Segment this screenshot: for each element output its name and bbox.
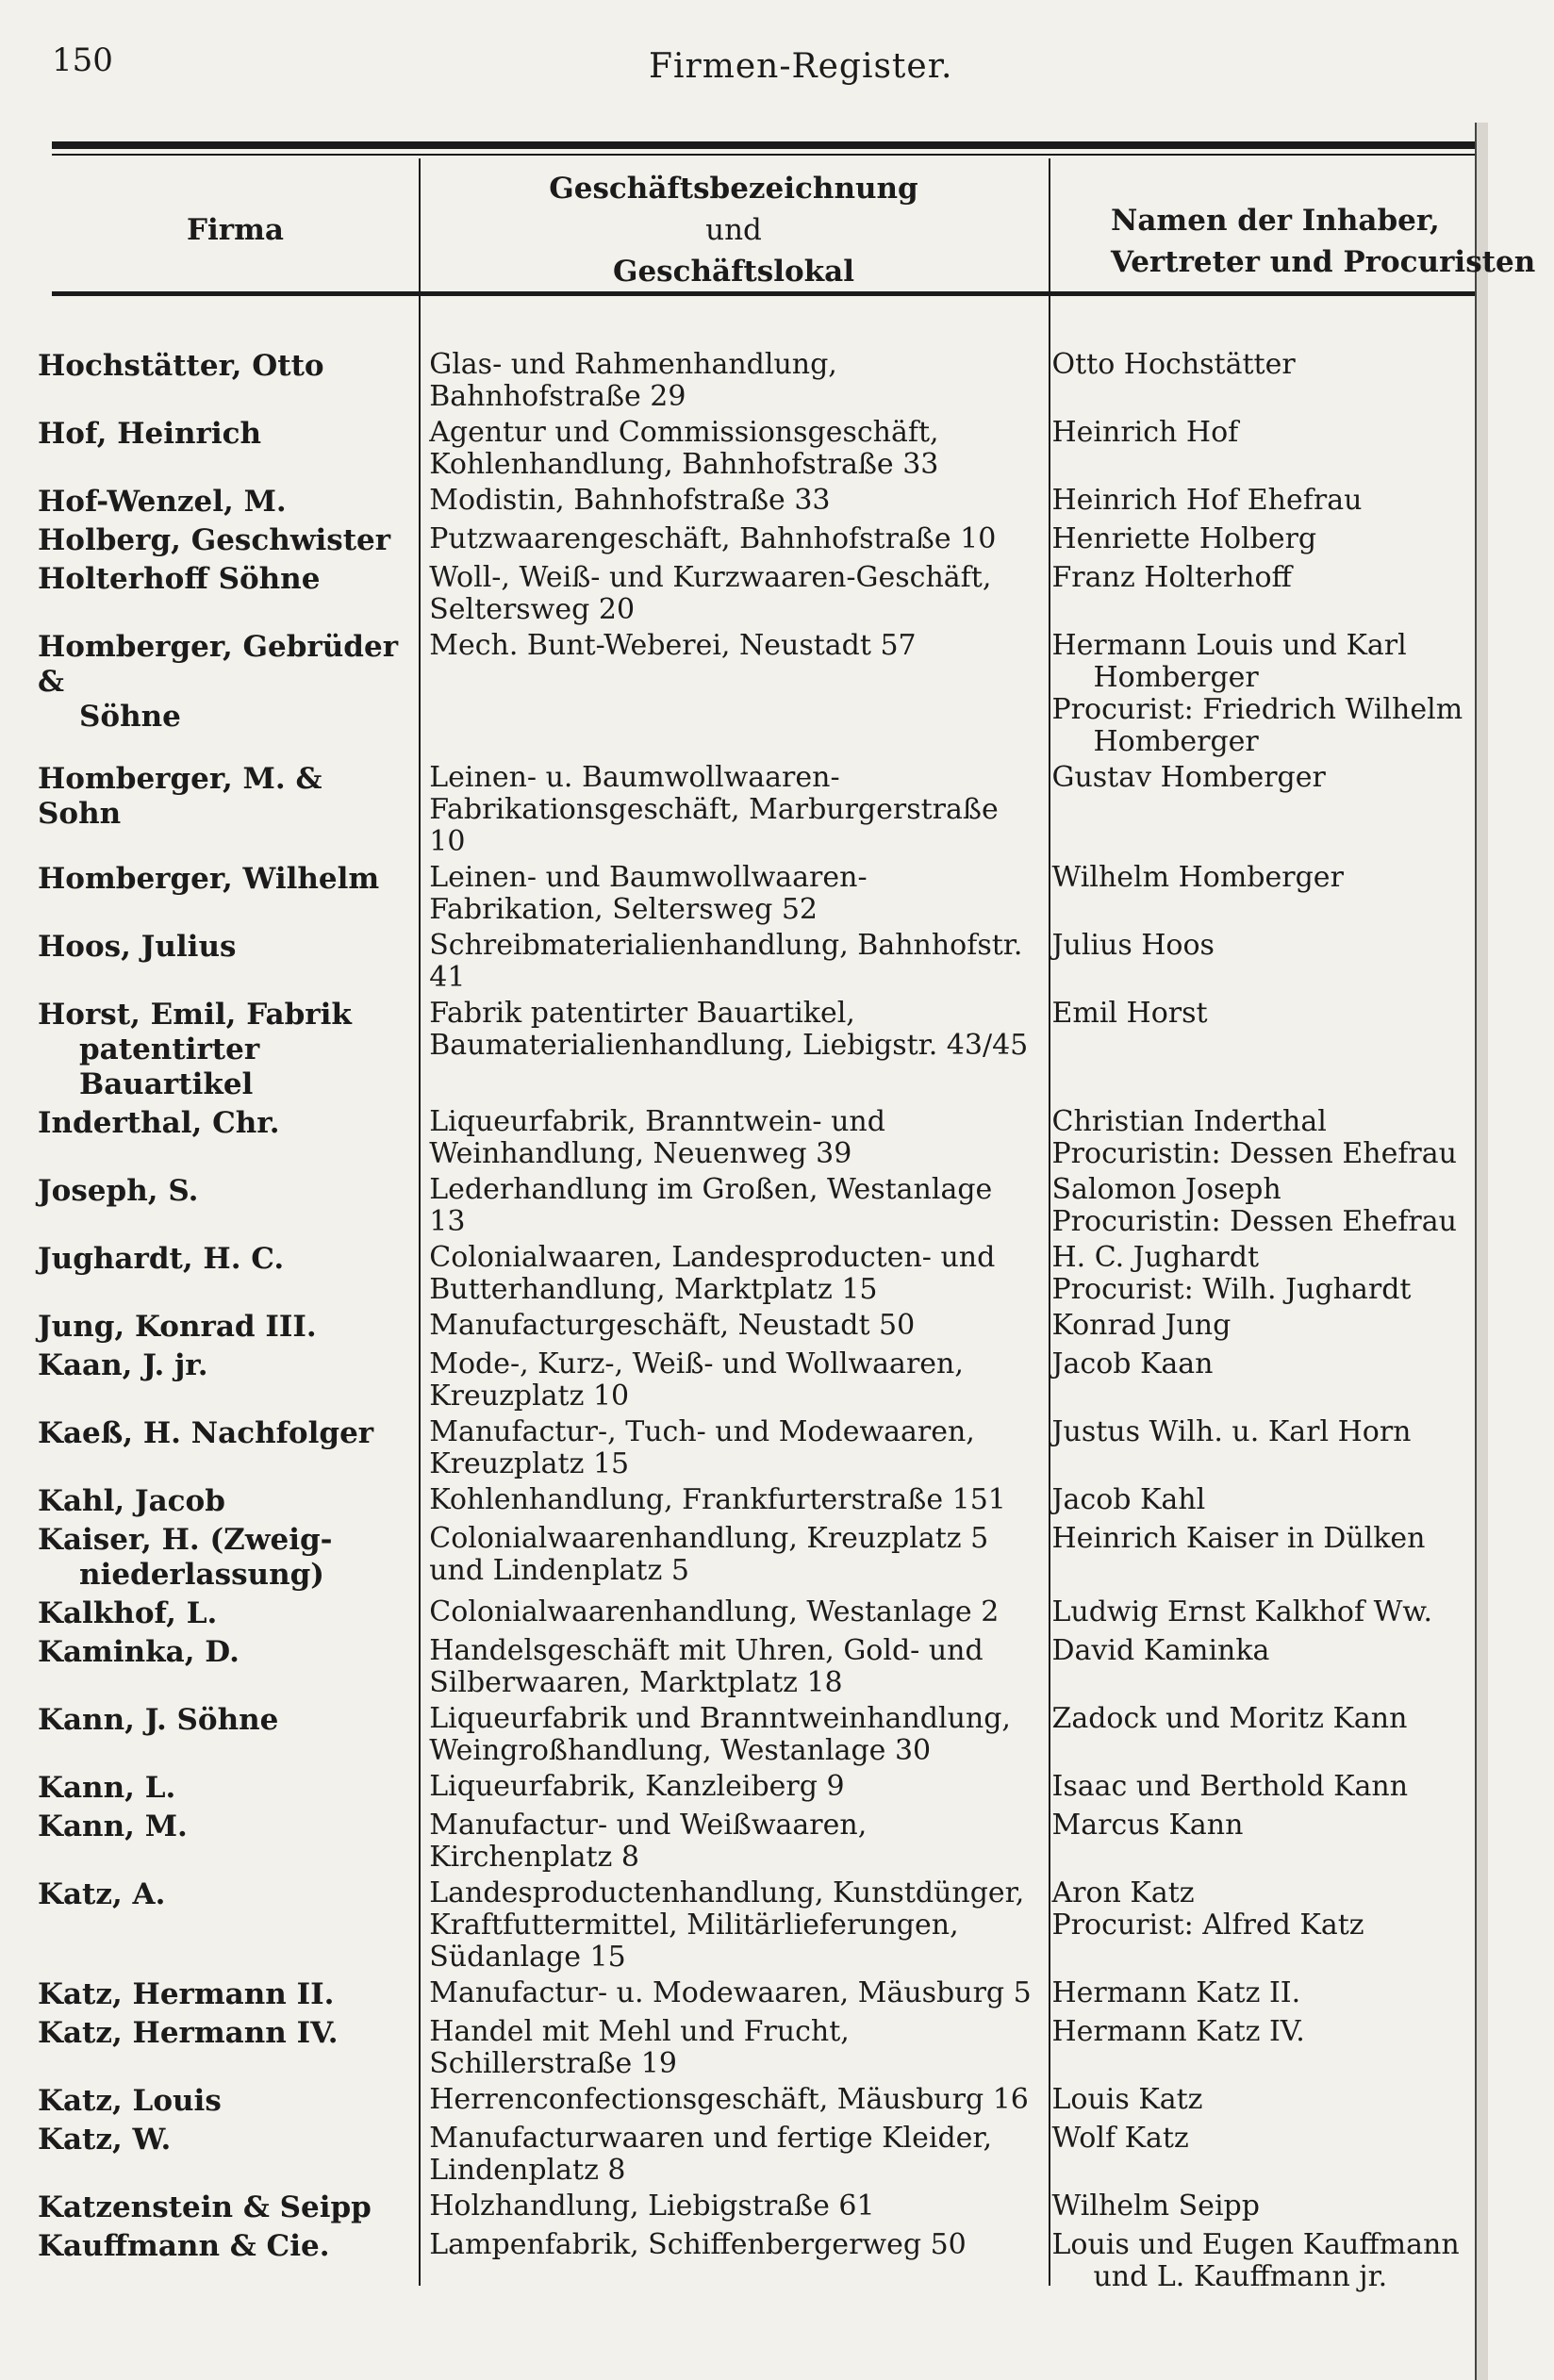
firm-name-line: niederlassung) <box>79 1558 324 1592</box>
owners <box>1048 485 1480 517</box>
page-number: 150 <box>52 41 113 79</box>
owner-line: Konrad Jung <box>1051 1309 1232 1342</box>
owner-line: Wilhelm Homberger <box>1051 861 1344 894</box>
register-entry <box>38 1242 1480 1306</box>
owners <box>1048 562 1480 594</box>
owner-line: und L. Kauffmann jr. <box>1093 2260 1388 2293</box>
owners <box>1048 1242 1480 1306</box>
header-business <box>422 168 1045 292</box>
owner-line: Marcus Kann <box>1051 1809 1244 1842</box>
owners <box>1048 1810 1480 1842</box>
firm-name <box>38 1348 416 1383</box>
business-description: Handelsgeschäft mit Uhren, Gold- und Silberwaaren, Marktplatz 18 <box>429 1634 984 1699</box>
business-description: Colonialwaarenhandlung, Westanlage 2 <box>429 1595 1000 1628</box>
firm-name <box>38 2016 416 2051</box>
firm-name <box>38 1174 416 1209</box>
owner-line: Procuristin: Dessen Ehefrau <box>1051 1205 1457 1238</box>
register-entry <box>38 862 1480 926</box>
firm-name <box>38 1106 416 1141</box>
firm-name <box>38 930 416 965</box>
owner-line: Franz Holterhoff <box>1051 561 1292 594</box>
business-description: Lederhandlung im Großen, Westanlage 13 <box>429 1173 993 1238</box>
register-entry <box>38 1635 1480 1699</box>
business-description: Colonialwaaren, Landesproducten- und Butterhandlung, Marktplatz 15 <box>429 1241 996 1306</box>
firm-name <box>38 1977 416 2012</box>
firm-name <box>38 1810 416 1844</box>
business-description: Handel mit Mehl und Frucht, Schillerstraße 19 <box>429 2015 850 2080</box>
register-entry <box>38 1877 1480 1974</box>
register-entry <box>38 998 1480 1102</box>
firm-name <box>38 1242 416 1277</box>
header-business-line-1: Geschäftsbezeichnung <box>549 172 918 206</box>
top-rule <box>52 141 1476 149</box>
firm-name-line: Holterhoff Söhne <box>38 562 321 596</box>
owner-line: Jacob Kahl <box>1051 1483 1206 1516</box>
owners <box>1048 862 1480 894</box>
business-description: Mode-, Kurz-, Weiß- und Wollwaaren, Kreuzplatz 10 <box>429 1347 964 1413</box>
firm-name-line: Kaminka, D. <box>38 1635 240 1669</box>
register-entry <box>38 1523 1480 1593</box>
business-description: Woll-, Weiß- und Kurzwaaren-Geschäft, Seltersweg 20 <box>429 561 992 626</box>
business-description: Kohlenhandlung, Frankfurterstraße 151 <box>429 1483 1006 1516</box>
firm-name-line: Joseph, S. <box>38 1174 199 1208</box>
owner-line: Salomon Joseph <box>1051 1173 1281 1206</box>
firm-name-line: Kahl, Jacob <box>38 1484 225 1518</box>
firm-name-line: Kann, M. <box>38 1810 188 1843</box>
register-entry <box>38 630 1480 758</box>
register-entry <box>38 2190 1480 2225</box>
business-description: Modistin, Bahnhofstraße 33 <box>429 484 831 517</box>
register-entry <box>38 1703 1480 1767</box>
firm-name <box>38 1523 416 1593</box>
owner-line: Julius Hoos <box>1051 929 1215 962</box>
firm-name-line: Kaiser, H. (Zweig- <box>38 1523 333 1557</box>
owners <box>1048 630 1480 758</box>
firm-name <box>38 998 416 1102</box>
owners <box>1048 930 1480 962</box>
firm-name-line: Inderthal, Chr. <box>38 1106 280 1140</box>
business-description: Lampenfabrik, Schiffenbergerweg 50 <box>429 2228 967 2261</box>
owners <box>1048 523 1480 555</box>
owner-line: H. C. Jughardt <box>1051 1241 1260 1274</box>
owners <box>1048 1877 1480 1942</box>
owners <box>1048 349 1480 381</box>
firm-name-line: Horst, Emil, Fabrik <box>38 998 352 1032</box>
business-description: Putzwaarengeschäft, Bahnhofstraße 10 <box>429 522 997 555</box>
firm-name-line: Katz, Hermann II. <box>38 1977 335 2011</box>
firm-name-line: Kaan, J. jr. <box>38 1348 208 1382</box>
owner-line: David Kaminka <box>1051 1634 1270 1667</box>
owner-line: Ludwig Ernst Kalkhof Ww. <box>1051 1595 1433 1628</box>
register-entry <box>38 1348 1480 1413</box>
owner-line: Procurist: Wilh. Jughardt <box>1051 1273 1412 1306</box>
firm-name-line: Katzenstein & Seipp <box>38 2190 372 2224</box>
register-entry <box>38 562 1480 626</box>
register-entry <box>38 1977 1480 2012</box>
firm-name <box>38 630 416 735</box>
register-entry <box>38 523 1480 558</box>
firm-name-line: Katz, Louis <box>38 2084 222 2118</box>
owner-line: Heinrich Kaiser in Dülken <box>1051 1522 1426 1555</box>
header-firm: Firma <box>186 213 284 247</box>
owners <box>1048 2229 1480 2293</box>
owner-line: Wolf Katz <box>1051 2122 1189 2155</box>
business-description: Leinen- u. Baumwollwaaren-Fabrikationsgeschäft, Marburgerstraße 10 <box>429 761 999 858</box>
owner-line: Otto Hochstätter <box>1051 348 1296 381</box>
firm-name <box>38 1416 416 1451</box>
firm-name <box>38 1596 416 1631</box>
business-description: Agentur und Commissionsgeschäft, Kohlenhandlung, Bahnhofstraße 33 <box>429 416 939 481</box>
business-description: Fabrik patentirter Bauartikel, Baumaterialienhandlung, Liebigstr. 43/45 <box>429 997 1029 1062</box>
business-description: Liqueurfabrik und Branntweinhandlung, Weingroßhandlung, Westanlage 30 <box>429 1702 1011 1767</box>
firm-name-line: Homberger, Wilhelm <box>38 862 380 896</box>
firm-name-line: Kann, L. <box>38 1771 176 1805</box>
owner-line: Jacob Kaan <box>1051 1347 1214 1380</box>
header-owners <box>1052 200 1554 283</box>
business-description: Liqueurfabrik, Branntwein- und Weinhandlung, Neuenweg 39 <box>429 1105 885 1170</box>
owner-line: Homberger <box>1093 661 1259 694</box>
firm-name-line: Söhne <box>79 700 181 734</box>
firm-name-line: Hof, Heinrich <box>38 417 262 451</box>
owner-line: Heinrich Hof <box>1051 416 1239 449</box>
firm-name <box>38 2123 416 2157</box>
business-description: Colonialwaarenhandlung, Kreuzplatz 5 und Lindenplatz 5 <box>429 1522 989 1587</box>
top-rule-thin <box>52 154 1476 156</box>
owners <box>1048 1310 1480 1342</box>
owners <box>1048 1348 1480 1380</box>
owners <box>1048 2190 1480 2223</box>
business-description: Leinen- und Baumwollwaaren-Fabrikation, Seltersweg 52 <box>429 861 868 926</box>
header-business-line-2: und <box>705 213 762 247</box>
register-entry <box>38 1106 1480 1170</box>
firm-name <box>38 1635 416 1670</box>
owner-line: Hermann Katz IV. <box>1051 2015 1305 2048</box>
business-description: Manufactur- und Weißwaaren, Kirchenplatz 8 <box>429 1809 868 1874</box>
firm-name <box>38 762 416 832</box>
owner-line: Aron Katz <box>1051 1876 1195 1909</box>
owner-line: Emil Horst <box>1051 997 1208 1030</box>
firm-name-line: Kalkhof, L. <box>38 1596 218 1630</box>
owner-line: Gustav Homberger <box>1051 761 1326 794</box>
business-description: Manufacturwaaren und fertige Kleider, Lindenplatz 8 <box>429 2122 993 2187</box>
business-description: Manufacturgeschäft, Neustadt 50 <box>429 1309 916 1342</box>
owners <box>1048 762 1480 794</box>
firm-name <box>38 2084 416 2119</box>
owners <box>1048 1771 1480 1803</box>
firm-name-line: Kaeß, H. Nachfolger <box>38 1416 374 1450</box>
business-description: Schreibmaterialienhandlung, Bahnhofstr. 41 <box>429 929 1023 994</box>
business-description: Glas- und Rahmenhandlung, Bahnhofstraße 29 <box>429 348 837 413</box>
running-head: Firmen-Register. <box>649 47 953 86</box>
header-owners-line-1: Namen der Inhaber, <box>1111 204 1440 238</box>
owners <box>1048 2016 1480 2048</box>
firm-name-line: Homberger, M. & Sohn <box>38 762 322 831</box>
firm-name <box>38 562 416 597</box>
owners <box>1048 1523 1480 1555</box>
owners <box>1048 1174 1480 1238</box>
firm-name-line: Katz, W. <box>38 2123 172 2157</box>
owners <box>1048 1635 1480 1667</box>
firm-name <box>38 2229 416 2264</box>
header-owners-line-2: Vertreter und Procuristen <box>1111 245 1536 279</box>
owners <box>1048 1596 1480 1628</box>
firm-name-line: Jughardt, H. C. <box>38 1242 285 1276</box>
firm-name-line: Katz, Hermann IV. <box>38 2016 339 2050</box>
owners <box>1048 1703 1480 1735</box>
firm-name-line: Holberg, Geschwister <box>38 523 391 557</box>
business-description: Landesproductenhandlung, Kunstdünger, Kraftfuttermittel, Militärlieferungen, Südanlage 15 <box>429 1876 1025 1974</box>
register-entry <box>38 2229 1480 2293</box>
register-entry <box>38 1484 1480 1519</box>
owner-line: Zadock und Moritz Kann <box>1051 1702 1408 1735</box>
business-description: Manufactur-, Tuch- und Modewaaren, Kreuzplatz 15 <box>429 1415 975 1480</box>
firm-name <box>38 1877 416 1912</box>
owners <box>1048 2123 1480 2155</box>
register-entry <box>38 1310 1480 1345</box>
firm-name-line: Homberger, Gebrüder & <box>38 630 399 699</box>
register-entry <box>38 930 1480 994</box>
firm-name <box>38 1310 416 1345</box>
owners <box>1048 998 1480 1030</box>
business-description: Liqueurfabrik, Kanzleiberg 9 <box>429 1770 845 1803</box>
firm-name <box>38 2190 416 2225</box>
register-entry <box>38 1416 1480 1480</box>
owner-line: Procuristin: Dessen Ehefrau <box>1051 1137 1457 1170</box>
firm-name <box>38 349 416 384</box>
firm-name <box>38 523 416 558</box>
owners <box>1048 1106 1480 1170</box>
register-entry <box>38 1596 1480 1631</box>
owners <box>1048 1977 1480 2009</box>
register-entry <box>38 417 1480 481</box>
register-table <box>38 349 1480 2297</box>
header-business-line-3: Geschäftslokal <box>612 255 855 289</box>
register-entry <box>38 1174 1480 1238</box>
firm-name-line: Kauffmann & Cie. <box>38 2229 330 2263</box>
business-description: Mech. Bunt-Weberei, Neustadt 57 <box>429 629 917 662</box>
register-entry <box>38 2084 1480 2119</box>
firm-name-line: Hof-Wenzel, M. <box>38 485 287 519</box>
owner-line: Procurist: Friedrich Wilhelm <box>1051 693 1463 726</box>
owners <box>1048 417 1480 449</box>
business-description: Herrenconfectionsgeschäft, Mäusburg 16 <box>429 2083 1029 2116</box>
owner-line: Christian Inderthal <box>1051 1105 1327 1138</box>
firm-name-line: patentirter Bauartikel <box>79 1033 260 1101</box>
firm-name-line: Kann, J. Söhne <box>38 1703 279 1737</box>
owner-line: Justus Wilh. u. Karl Horn <box>1051 1415 1412 1448</box>
firm-name <box>38 1771 416 1806</box>
owners <box>1048 2084 1480 2116</box>
register-entry <box>38 2123 1480 2187</box>
owner-line: Louis und Eugen Kauffmann <box>1051 2228 1460 2261</box>
firm-name <box>38 485 416 520</box>
firm-name-line: Katz, A. <box>38 1877 166 1911</box>
register-entry <box>38 1810 1480 1874</box>
owner-line: Hermann Louis und Karl <box>1051 629 1407 662</box>
register-entry <box>38 1771 1480 1806</box>
firm-name <box>38 1703 416 1738</box>
owner-line: Heinrich Hof Ehefrau <box>1051 484 1363 517</box>
firm-name <box>38 1484 416 1519</box>
firm-name <box>38 417 416 452</box>
business-description: Manufactur- u. Modewaaren, Mäusburg 5 <box>429 1976 1032 2009</box>
owner-line: Hermann Katz II. <box>1051 1976 1301 2009</box>
owner-line: Henriette Holberg <box>1051 522 1317 555</box>
owner-line: Louis Katz <box>1051 2083 1203 2116</box>
business-description: Holzhandlung, Liebigstraße 61 <box>429 2190 875 2223</box>
register-entry <box>38 349 1480 413</box>
firm-name-line: Hoos, Julius <box>38 930 237 964</box>
firm-name <box>38 862 416 897</box>
register-entry <box>38 762 1480 858</box>
owner-line: Isaac und Berthold Kann <box>1051 1770 1409 1803</box>
owner-line: Procurist: Alfred Katz <box>1051 1909 1364 1942</box>
register-entry <box>38 485 1480 520</box>
owners <box>1048 1484 1480 1516</box>
firm-name-line: Hochstätter, Otto <box>38 349 324 383</box>
owners <box>1048 1416 1480 1448</box>
firm-name-line: Jung, Konrad III. <box>38 1310 317 1344</box>
register-entry <box>38 2016 1480 2080</box>
owner-line: Homberger <box>1093 725 1259 758</box>
owner-line: Wilhelm Seipp <box>1051 2190 1260 2223</box>
